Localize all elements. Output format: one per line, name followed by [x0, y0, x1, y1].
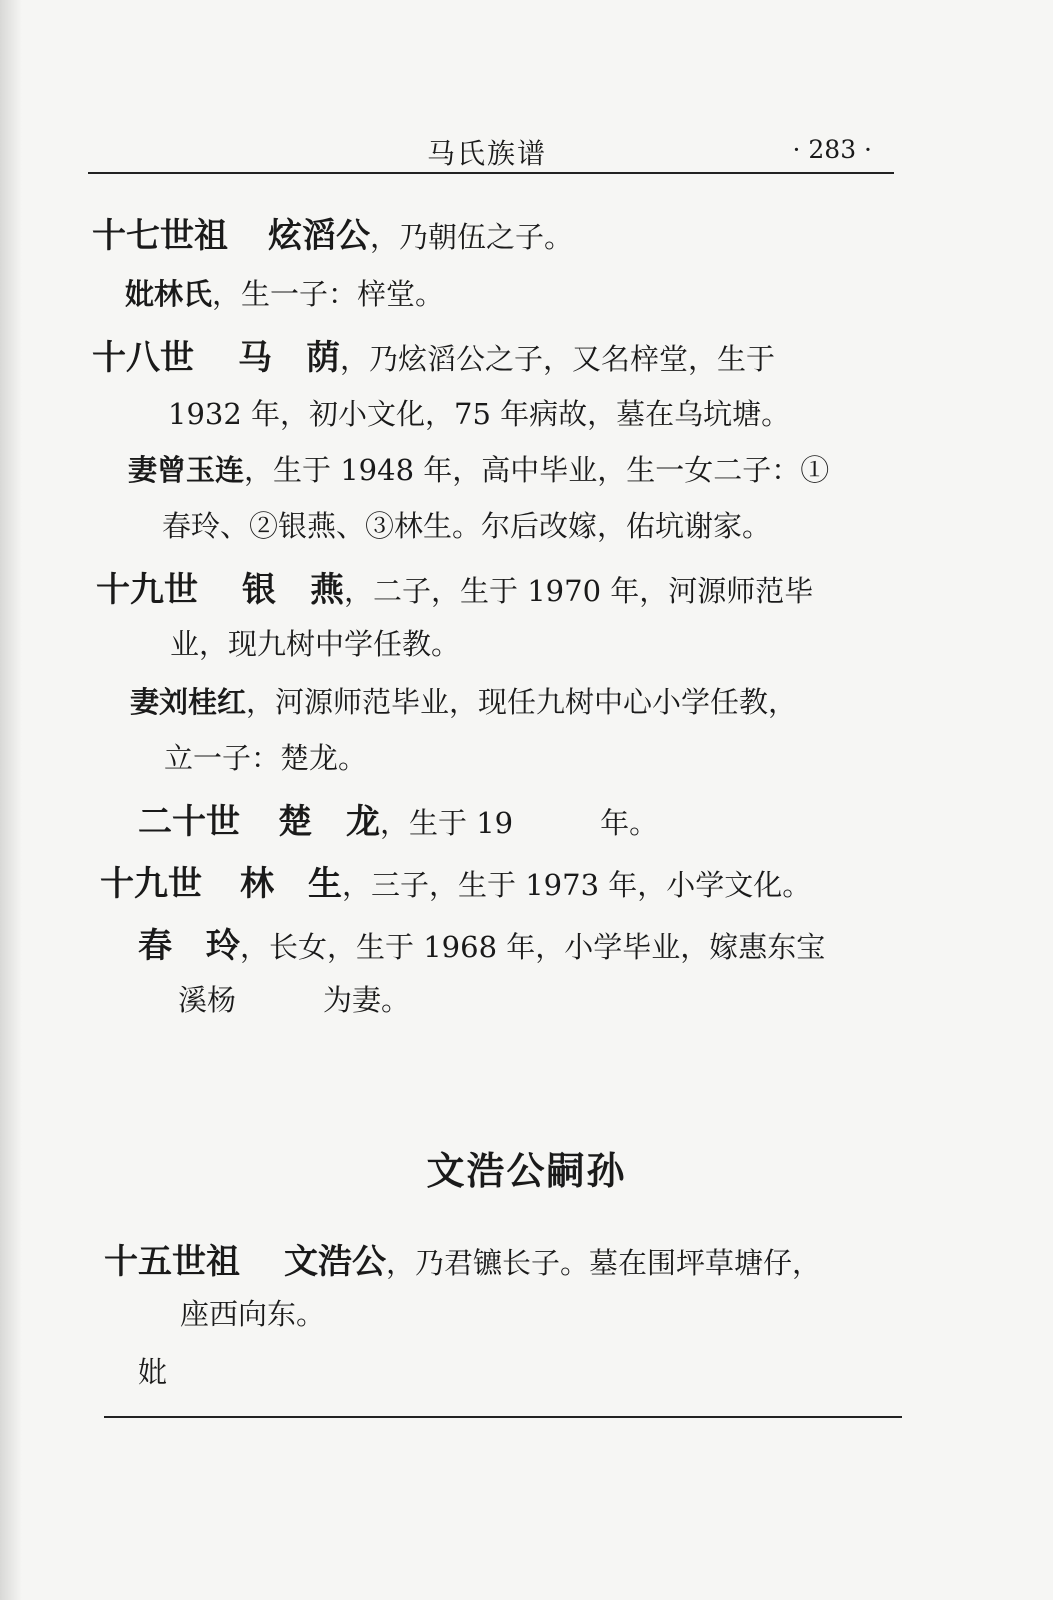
- spouse-label: 妻刘桂红: [130, 685, 247, 719]
- entry-15th: [104, 1234, 821, 1283]
- person-name: 楚 龙: [278, 802, 380, 842]
- generation-label: 十九世: [100, 864, 202, 904]
- person-name: 春 玲: [138, 926, 240, 966]
- entry-daughter: [138, 918, 825, 967]
- entry-daughter-continued: [178, 978, 410, 1019]
- generation-label: 十五世祖: [104, 1242, 240, 1282]
- spouse-entry: [125, 272, 444, 313]
- entry-19th-yinyan: [96, 562, 813, 611]
- page-number: · 283 ·: [792, 135, 872, 164]
- person-name: 马 荫: [238, 338, 340, 378]
- generation-label: 十九世: [96, 570, 198, 610]
- entry-18th-continued: [168, 392, 790, 433]
- spouse-label: 妣林氏: [125, 277, 213, 311]
- entry-text: ，乃炫滔公之子，又名梓堂，生于: [340, 342, 776, 376]
- generation-label: 十八世: [92, 338, 194, 378]
- person-name: 文浩公: [284, 1242, 386, 1282]
- header-rule: [88, 172, 894, 174]
- entry-text: ，三子，生于 1973 年，小学文化。: [342, 868, 812, 902]
- footer-rule: [104, 1416, 902, 1418]
- entry-text: ，二子，生于 1970 年，河源师范毕: [344, 574, 814, 608]
- generation-label: 二十世: [138, 802, 240, 842]
- spouse-entry-continued: [162, 504, 771, 545]
- spouse-entry: [130, 680, 797, 721]
- spouse-text: ，生一子：梓堂。: [212, 277, 445, 311]
- person-name: 炫滔公: [268, 216, 370, 256]
- continuation-text: 溪杨 为妻。: [178, 983, 411, 1017]
- entry-text: ，生于 19 年。: [380, 806, 659, 840]
- entry-18th: [92, 330, 775, 379]
- generation-label: 十七世祖: [92, 216, 228, 256]
- continuation-text: 立一子：楚龙。: [164, 741, 368, 775]
- page-edge-shadow: [0, 0, 22, 1600]
- continuation-text: 1932 年，初小文化，75 年病故，墓在乌坑塘。: [168, 397, 791, 431]
- section-title: 文浩公嗣孙: [426, 1149, 627, 1193]
- continuation-text: 业，现九树中学任教。: [170, 627, 461, 661]
- entry-15th-continued: [180, 1292, 325, 1333]
- spouse-entry: [138, 1350, 167, 1391]
- person-name: 林 生: [240, 864, 342, 904]
- entry-19th-linsheng: [100, 856, 811, 905]
- spouse-entry-continued: [164, 736, 367, 777]
- spouse-text: ，生于 1948 年，高中毕业，生一女二子：①: [244, 453, 830, 487]
- entry-19th-yinyan-continued: [170, 622, 460, 663]
- continuation-text: 春玲、②银燕、③林生。尔后改嫁，佑坑谢家。: [162, 509, 772, 543]
- entry-17th: [92, 208, 573, 257]
- entry-text: ，乃君镳长子。墓在围坪草塘仔，: [386, 1246, 822, 1280]
- spouse-entry: [128, 448, 829, 489]
- spouse-text: ，河源师范毕业，现任九树中心小学任教，: [246, 685, 798, 719]
- entry-text: ，长女，生于 1968 年，小学毕业，嫁惠东宝: [240, 930, 826, 964]
- person-name: 银 燕: [242, 570, 344, 610]
- entry-20th: [138, 794, 658, 843]
- entry-text: ，乃朝伍之子。: [370, 220, 574, 254]
- page-header: [92, 120, 912, 170]
- spouse-label: 妣: [138, 1355, 168, 1389]
- book-title: 马氏族谱: [427, 137, 548, 170]
- continuation-text: 座西向东。: [180, 1297, 326, 1331]
- spouse-label: 妻曾玉连: [128, 453, 245, 487]
